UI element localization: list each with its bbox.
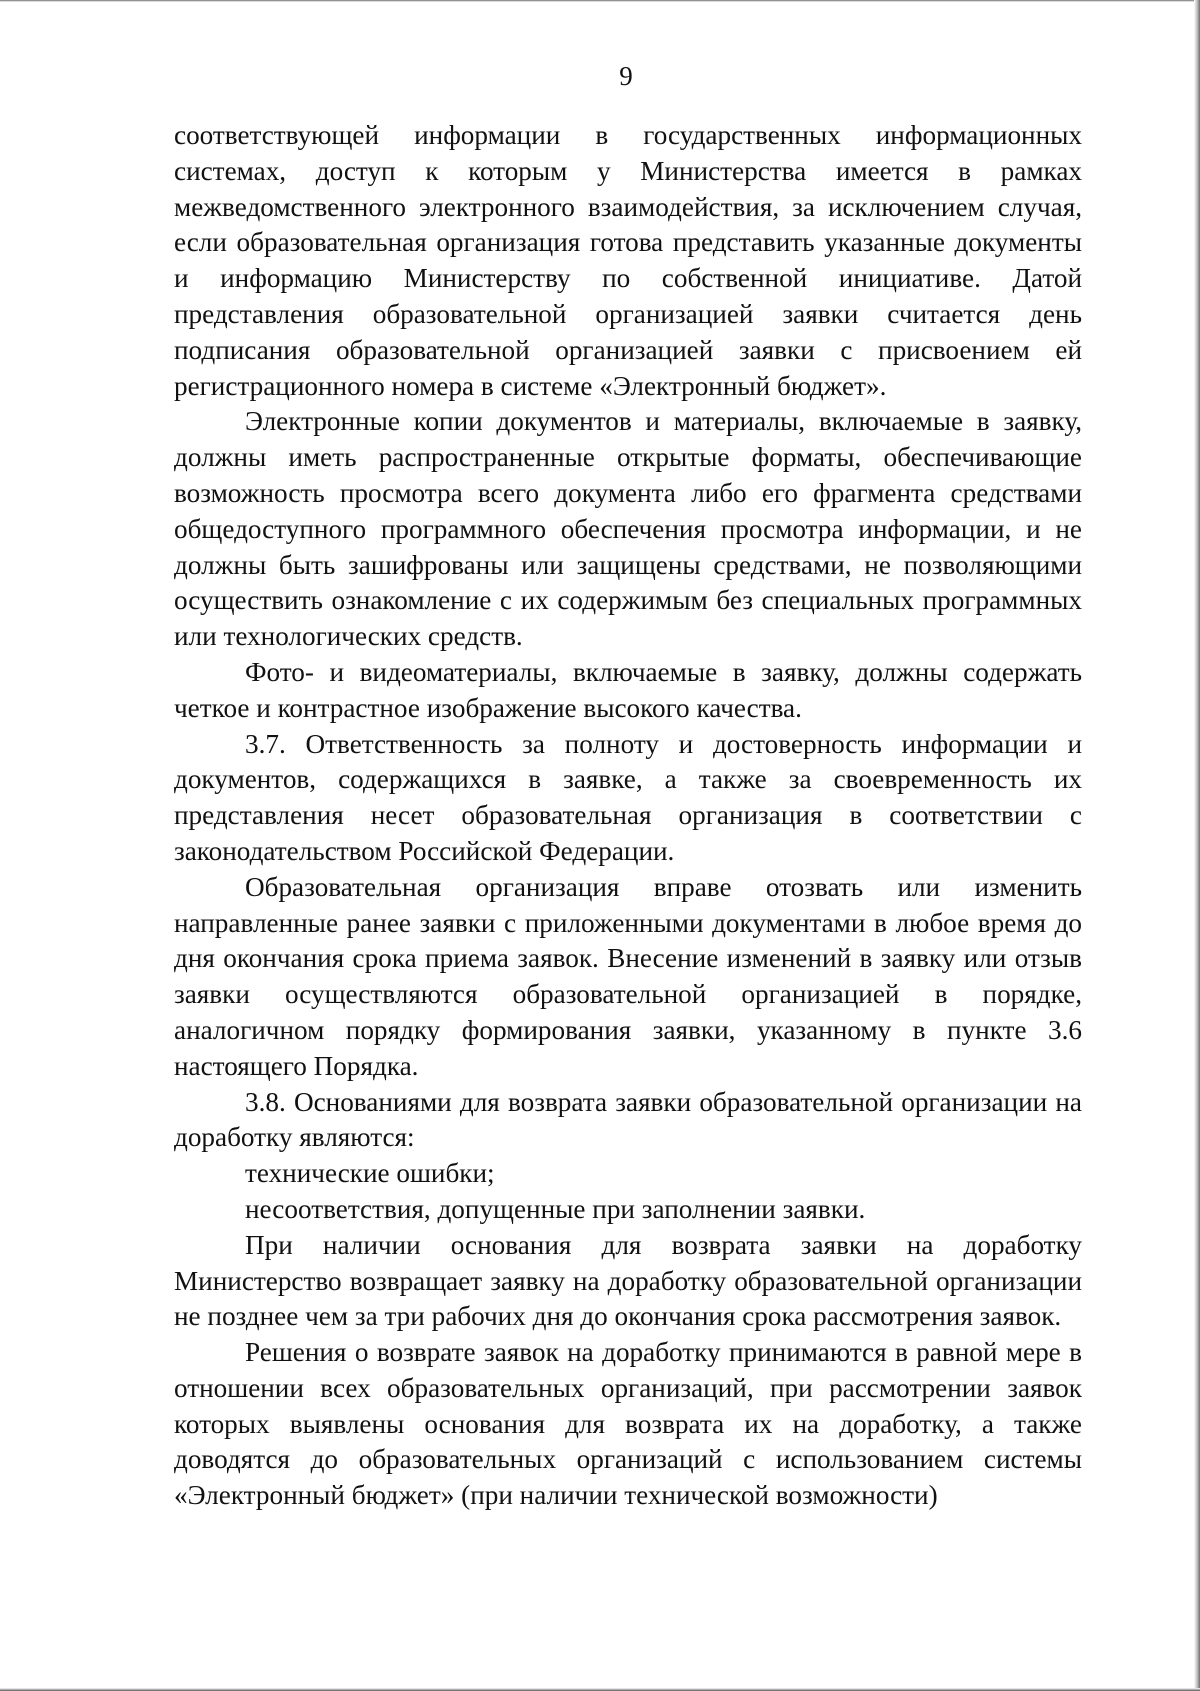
paragraph-return-decisions: Решения о возврате заявок на доработку принимаются в равной мере в отношении всех образовательных организаций, при рассмотрении заявок которых выявлены основания для возврата их на доработку, а также доводятся до образовательных организаций с использованием системы «Электронный бюджет» (при наличии технической возможности) <box>174 1337 1082 1511</box>
page-number: 9 <box>619 61 633 91</box>
scan-edge-right <box>1194 0 1200 1691</box>
paragraph-photo-video: Фото- и видеоматериалы, включаемые в заявку, должны содержать четкое и контрастное изображение высокого качества. <box>174 656 1082 723</box>
list-item-technical-errors: технические ошибки; <box>245 1158 495 1189</box>
list-item-inconsistencies: несоответствия, допущенные при заполнении заявки. <box>245 1193 866 1224</box>
paragraph-clause-3-8: 3.8. Основаниями для возврата заявки образовательной организации на доработку являются: <box>174 1086 1082 1153</box>
paragraph-withdraw-or-change: Образовательная организация вправе отозвать или изменить направленные ранее заявки с приложенными документами в любое время до дня окончания срока приема заявок. Внесение изменений в заявку или отзыв заявки осуществляются образовательной организацией в порядке, аналогичном порядку формирования заявки, указанному в пункте 3.6 настоящего Порядка. <box>174 871 1082 1081</box>
paragraph-return-for-revision: При наличии основания для возврата заявки на доработку Министерство возвращает заявку на доработку образовательной организации не позднее чем за три рабочих дня до окончания срока рассмотрения заявок. <box>174 1229 1082 1332</box>
document-body <box>174 118 1082 1514</box>
paragraph-electronic-copies: Электронные копии документов и материалы, включаемые в заявку, должны иметь распространенные открытые форматы, обеспечивающие возможность просмотра всего документа либо его фрагмента средствами общедоступного программного обеспечения просмотра информации, и не должны быть зашифрованы или защищены средствами, не позволяющими осуществить ознакомление с их содержимым без специальных программных или технологических средств. <box>174 406 1082 652</box>
paragraph-clause-3-7: 3.7. Ответственность за полноту и достоверность информации и документов, содержащихся в заявке, а также за своевременность их представления несет образовательная организация в соответствии с законодательством Российской Федерации. <box>174 728 1082 866</box>
scan-edge-top <box>0 0 1200 2</box>
paragraph-continuation: соответствующей информации в государственных информационных системах, доступ к которым у Министерства имеется в рамках межведомственного электронного взаимодействия, за исключением случая, если образовательная организация готова представить указанные документы и информацию Министерству по собственной инициативе. Датой представления образовательной организацией заявки считается день подписания образовательной организацией заявки с присвоением ей регистрационного номера в системе «Электронный бюджет». <box>174 120 1082 401</box>
